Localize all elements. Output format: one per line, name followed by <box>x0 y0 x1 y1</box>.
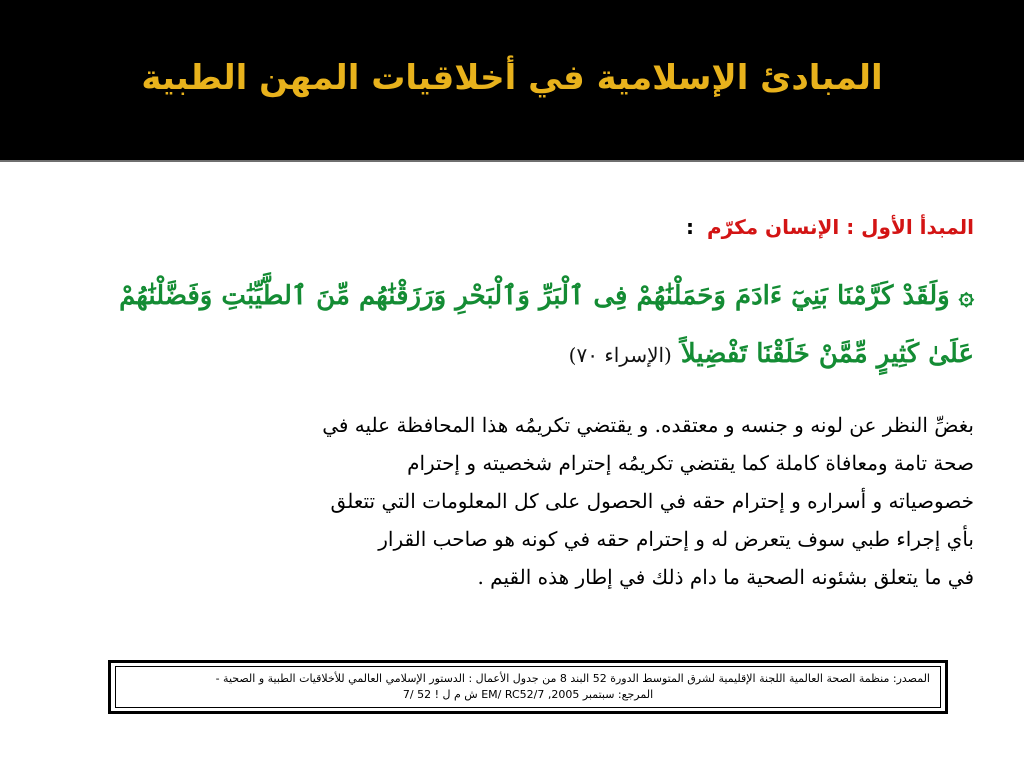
title-bar <box>0 0 1024 160</box>
paragraph-line: في ما يتعلق بشئونه الصحية ما دام ذلك في إطار هذه القيم . <box>477 565 974 589</box>
principle-heading <box>70 215 974 239</box>
quran-verse <box>70 267 974 384</box>
header-divider <box>0 160 1024 162</box>
verse-marker: ۞ <box>958 281 974 311</box>
paragraph-line: بأي إجراء طبي سوف يتعرض له و إحترام حقه في كونه هو صاحب القرار <box>378 527 974 551</box>
source-text <box>116 667 940 703</box>
slide-body <box>70 215 974 596</box>
paragraph-line: خصوصياته و أسراره و إحترام حقه في الحصول على كل المعلومات التي تتعلق <box>330 489 974 513</box>
body-paragraph <box>70 406 974 596</box>
principle-label: المبدأ الأول : الإنسان مكرّم <box>706 215 974 239</box>
principle-colon: : <box>686 215 694 239</box>
source-inner-border <box>115 666 941 708</box>
paragraph-line: صحة تامة ومعافاة كاملة كما يقتضي تكريمُه إحترام شخصيته و إحترام <box>407 451 974 475</box>
slide-title: المبادئ الإسلامية في أخلاقيات المهن الطبية <box>141 58 883 98</box>
verse-line-2: كَثِيرٍ مِّمَّنْ خَلَقْنَا تَفْضِيلاً <box>680 339 920 369</box>
paragraph-line: بغضِّ النظر عن لونه و جنسه و معتقده. و يقتضي تكريمُه هذا المحافظة عليه في <box>322 413 974 437</box>
source-line-2: المرجع: سبتمبر 2005, EM/ RC52/7 ش م ل ! 52 /7 <box>402 688 654 701</box>
verse-reference: (الإسراء ٧٠) <box>568 343 672 367</box>
verse-line-1: وَلَقَدْ كَرَّمْنَا بَنِيٓ ءَادَمَ وَحَمَلْنَٰهُمْ فِى ٱلْبَرِّ وَٱلْبَحْرِ وَرَزَقْنَٰهُم مِّنَ ٱلطَّيِّبَٰتِ وَفَضَّلْنَٰهُمْ عَلَىٰ <box>119 281 974 369</box>
source-citation-box <box>108 660 948 714</box>
source-line-1: المصدر: منظمة الصحة العالمية اللجنة الإقليمية لشرق المتوسط الدورة 52 البند 8 من جدول الأعمال : الدستور الإسلامي العالمي للأخلاقيات الطبية و الصحية - <box>215 672 930 685</box>
